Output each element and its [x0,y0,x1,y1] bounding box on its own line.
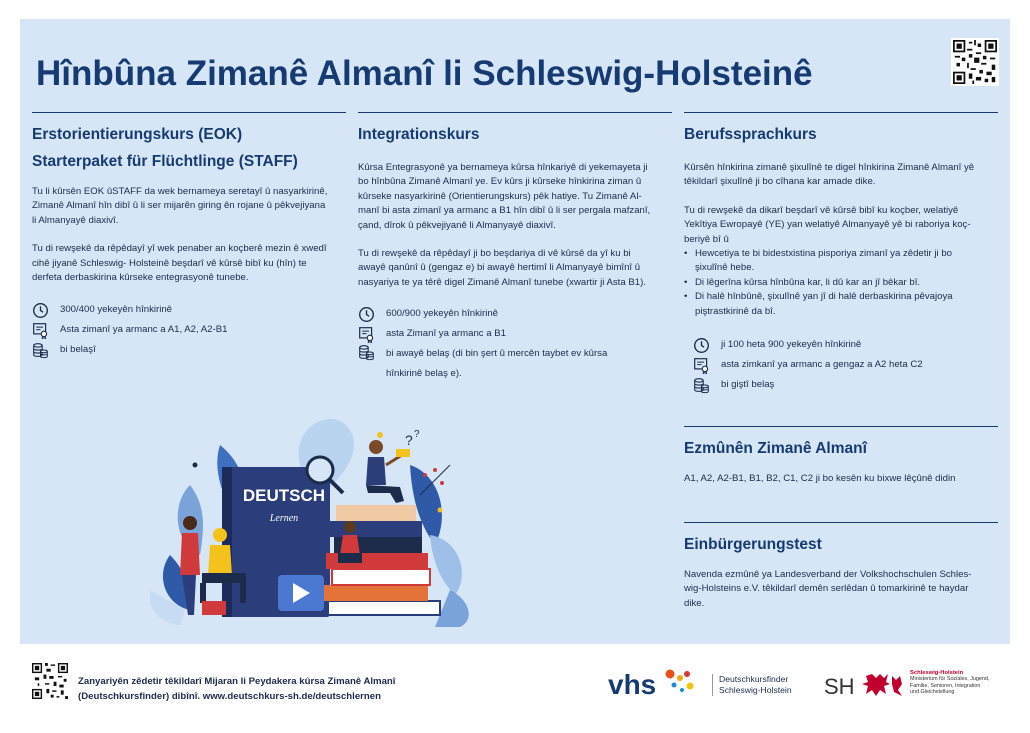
eok-paragraph-1: Tu li kûrsên EOK ûSTAFF da wek bernameya seretayî û nasyarkirinê, Zimanê Almanî hîn dibî û li ser mijarên giring ên rojane û pêkvejiyana li Almanyayê diaxivî. [32,186,328,226]
list-item: bi belaşî [32,340,346,360]
integration-paragraph-2: Tu di rewşekê da rêpêdayî ji bo beşdariya di vê kûrsê da yî ku bi awayê qanûnî û (gengaz e) bi awayê hertimî li Almanyayê bimînî û nasyariya te ya têrê digel Zimanê Almanî tunebe (xwartir ji Asta B1). [358,248,646,288]
heading-naturalization: Einbürgerungstest [684,536,822,553]
heading-job-language: Berufssprachkurs [684,126,817,143]
list-item: • Di halê hînbûnê, şixulînê yan jî di halê derbaskirina pêvajoya piştrastkirinê da bî. [684,290,998,319]
naturalization-section [684,522,998,611]
svg-text:vhs: vhs [608,669,657,700]
coins-icon [693,377,710,394]
exams-text: A1, A2, A2-B1, B1, B2, C1, C2 ji bo kesên ku bixwe lêçûnê didin [684,473,956,484]
heading-integration: Integrationskurs [358,126,480,143]
job-paragraph-1: Kûrsên hînkirina zimanê şixulînê te digel hînkirina Zimanê Almanî yê têkildarî şixulînê ji bo cîhana kar amade dike. [684,162,975,188]
footer-link[interactable]: (Deutschkursfinder) dibînî. www.deutschkurs-sh.de/deutschlernen [78,690,381,702]
deutsch-book [222,467,330,617]
list-item: asta zimkanî ya armanc a gengaz a A2 heta C2 [693,355,998,375]
heading-eok: Erstorientierungskurs (EOK) [32,126,243,143]
list-item: • Di lêgerîna kûrsa hînbûna kar, li dû kar an jî bêkar bî. [684,276,998,290]
svg-text:?: ? [405,432,413,448]
job-paragraph-2: Tu di rewşekê da dikarî beşdarî vê kûrsê bibî ku koçber, welatiyê Yekîtiya Ewropayê (YE) yan welatiyê Almanyayê yê bi raboriya koç- beriyê bî û [684,204,971,245]
qr-code-top[interactable] [951,38,999,86]
integration-facts [358,304,672,384]
sh-logo [822,670,908,700]
column-eok-staff [32,112,346,360]
vhs-caption: Deutschkursfinder Schleswig-Holstein [712,674,792,696]
coat-of-arms-icon [862,674,890,696]
heading-exams: Ezmûnên Zimanê Almanî [684,440,867,457]
svg-text:DEUTSCH: DEUTSCH [242,486,326,505]
exams-section [684,426,998,486]
svg-text:?: ? [414,429,420,440]
clock-icon [693,337,710,354]
column-divider [684,112,998,113]
integration-paragraph-1: Kûrsa Entegrasyonê ya bernameya kûrsa hînkariyê di yekemayeta ji bo hînbûna Zimanê Almanî ye. Ev kûrs ji kûrseke hînkirina ziman û kûrseke nasyarkirinê (Orientierungskurs) pêk hatiye. Tu Zimanê Al- manî bi asta zimanî ya armanc a B1 hîn dibî û li ser pergala mafzanî, çand, dîrok û pêkvejiyanê li Almanyayê diaxivî. [358,162,651,231]
list-item: asta Zimanî ya armanc a B1 [358,324,672,344]
list-item: Asta zimanî ya armanc a A1, A2, A2-B1 [32,320,346,340]
job-requirements-list [684,247,998,319]
heading-staff: Starterpaket für Flüchtlinge (STAFF) [32,153,298,170]
ministry-caption: Schleswig-Holstein Ministerium für Soziales, Jugend, Familie, Senioren, Integration und Gleichstellung [910,670,990,695]
clock-icon [32,302,49,319]
qr-code-footer[interactable] [32,663,68,699]
list-item: 600/900 yekeyên hînkirinê [358,304,672,324]
section-divider [684,426,998,427]
page-title: Hînbûna Zimanê Almanî li Schleswig-Holsteinê [36,54,813,93]
naturalization-text: Navenda ezmûnê ya Landesverband der Volkshochschulen Schles- wig-Holsteins e.V. têkildarî demên serlêdan û tomarkirinê te haydar dike. [684,569,972,609]
column-integration [358,112,672,384]
certificate-icon [693,357,710,374]
eok-facts [32,300,346,360]
footer-info: Zanyariyên zêdetir têkildarî Mijaran li Peydakera kûrsa Zimanê Almanî (Deutschkursfinder) dibînî. www.deutschkurs-sh.de/deutschlernen [78,675,395,704]
learning-illustration [150,405,480,630]
person-reading [366,440,410,503]
eok-paragraph-2: Tu di rewşekê da rêpêdayî yî wek penaber an koçberê mezin ê xwedî cihê jiyanê Schleswig- Holsteinê beşdarî vê kûrsê bibî ku (hîn) te derfeta derbaskirina kûrseke entegrasyonê tunebe. [32,243,327,284]
column-divider [358,112,672,113]
svg-text:SH: SH [824,674,855,699]
list-item: 300/400 yekeyên hînkirinê [32,300,346,320]
coins-icon [32,342,49,359]
list-item: bi giştî belaş [693,375,998,395]
job-facts [693,335,998,395]
section-divider [684,522,998,523]
list-item: bi awayê belaş (di bin şert û mercên taybet ev kûrsa hînkirinê belaş e). [358,344,672,384]
certificate-icon [32,322,49,339]
column-divider [32,112,346,113]
column-job-language [684,112,998,395]
certificate-icon [358,326,375,343]
vhs-logo [608,666,704,702]
clock-icon [358,306,375,323]
svg-text:Lernen: Lernen [269,513,299,524]
list-item: • Hewcetiya te bi bidestxistina pisporiya zimanî ya zêdetir ji bo şixulînê hebe. [684,247,998,276]
list-item: ji 100 heta 900 yekeyên hînkirinê [693,335,998,355]
coins-icon [358,344,375,361]
